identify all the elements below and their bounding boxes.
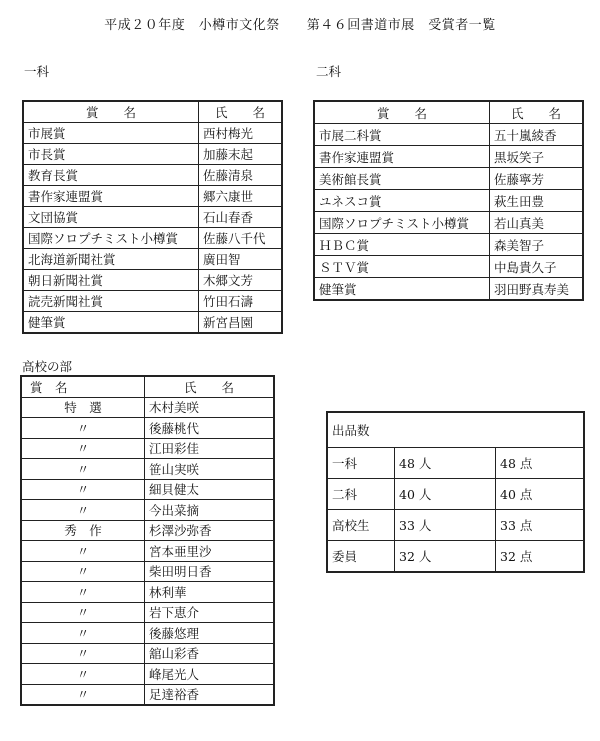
nika-award-table <box>313 100 584 301</box>
table-row <box>21 459 274 480</box>
table-row <box>314 124 583 146</box>
award-cell: 〃 <box>21 602 145 623</box>
table-row <box>21 664 274 685</box>
winner-name-cell: 細貝健太 <box>145 479 275 500</box>
table-row <box>314 212 583 234</box>
table-row <box>23 291 282 312</box>
people-count-cell: 32 人 <box>395 541 496 573</box>
winner-name-cell: 杉澤沙弥香 <box>145 520 275 541</box>
award-cell: 健筆賞 <box>23 312 199 334</box>
table-row <box>21 684 274 705</box>
award-cell: 書作家連盟賞 <box>23 186 199 207</box>
winner-name-cell: 木村美咲 <box>145 397 275 418</box>
winner-name-cell: 今出菜摘 <box>145 500 275 521</box>
section-label-nika: 二科 <box>316 64 342 79</box>
table-header-row <box>21 376 274 397</box>
award-cell: 〃 <box>21 684 145 705</box>
table-row <box>23 165 282 186</box>
award-cell: 〃 <box>21 418 145 439</box>
people-count-cell: 40 人 <box>395 479 496 510</box>
winner-name-cell: 佐藤清泉 <box>199 165 283 186</box>
table-row <box>314 146 583 168</box>
winner-name-cell: 森美智子 <box>490 234 584 256</box>
winner-name-cell: 中島貴久子 <box>490 256 584 278</box>
winner-name-cell: 廣田智 <box>199 249 283 270</box>
table-row <box>314 234 583 256</box>
table-row <box>21 520 274 541</box>
table-header-row <box>314 101 583 124</box>
award-cell: 市展賞 <box>23 123 199 144</box>
winner-name-cell: 萩生田豊 <box>490 190 584 212</box>
winner-name-cell: 後藤悠理 <box>145 623 275 644</box>
table-row <box>327 510 584 541</box>
award-cell: 書作家連盟賞 <box>314 146 490 168</box>
winner-name-cell: 石山春香 <box>199 207 283 228</box>
table-row <box>327 448 584 479</box>
name-column-header: 氏 名 <box>490 101 584 124</box>
winner-name-cell: 林利華 <box>145 582 275 603</box>
ikka-award-table <box>22 100 283 334</box>
award-cell: 〃 <box>21 541 145 562</box>
winner-name-cell: 後藤桃代 <box>145 418 275 439</box>
winner-name-cell: 柴田明日香 <box>145 561 275 582</box>
table-row <box>21 438 274 459</box>
table-row <box>314 190 583 212</box>
table-row <box>23 249 282 270</box>
table-row <box>23 186 282 207</box>
table-row <box>314 168 583 190</box>
winner-name-cell: 宮本亜里沙 <box>145 541 275 562</box>
section-label-koko: 高校の部 <box>22 359 73 374</box>
koko-award-table <box>20 375 275 706</box>
table-row <box>21 418 274 439</box>
winner-name-cell: 岩下恵介 <box>145 602 275 623</box>
works-count-cell: 40 点 <box>496 479 585 510</box>
table-row <box>21 643 274 664</box>
category-cell: 委員 <box>327 541 395 573</box>
award-cell: 国際ソロプチミスト小樽賞 <box>314 212 490 234</box>
award-cell: 〃 <box>21 582 145 603</box>
award-cell: 〃 <box>21 561 145 582</box>
section-label-ikka: 一科 <box>24 64 50 79</box>
award-cell: 市展二科賞 <box>314 124 490 146</box>
award-cell: 〃 <box>21 500 145 521</box>
award-column-header: 賞 名 <box>21 376 145 397</box>
table-row <box>21 623 274 644</box>
award-cell: 読売新聞社賞 <box>23 291 199 312</box>
winner-name-cell: 五十嵐綾香 <box>490 124 584 146</box>
award-cell: 国際ソロプチミスト小樽賞 <box>23 228 199 249</box>
table-row <box>327 479 584 510</box>
award-cell: 特 選 <box>21 397 145 418</box>
name-column-header: 氏 名 <box>145 376 275 397</box>
winner-name-cell: 佐藤八千代 <box>199 228 283 249</box>
table-row <box>23 228 282 249</box>
entry-count-caption: 出品数 <box>327 412 584 448</box>
winner-name-cell: 新宮昌園 <box>199 312 283 334</box>
name-column-header: 氏 名 <box>199 101 283 123</box>
award-cell: ＨＢＣ賞 <box>314 234 490 256</box>
category-cell: 高校生 <box>327 510 395 541</box>
table-row <box>21 500 274 521</box>
award-cell: 朝日新聞社賞 <box>23 270 199 291</box>
winner-name-cell: 峰尾光人 <box>145 664 275 685</box>
winner-name-cell: 足達裕香 <box>145 684 275 705</box>
page-title: 平成２０年度 小樽市文化祭 第４６回書道市展 受賞者一覧 <box>104 18 496 33</box>
winner-name-cell: 佐藤寧芳 <box>490 168 584 190</box>
winner-name-cell: 江田彩佳 <box>145 438 275 459</box>
table-row <box>21 602 274 623</box>
table-row <box>23 144 282 165</box>
winner-name-cell: 郷六康世 <box>199 186 283 207</box>
winner-name-cell: 羽田野真寿美 <box>490 278 584 301</box>
award-column-header: 賞 名 <box>23 101 199 123</box>
winner-name-cell: 若山真美 <box>490 212 584 234</box>
award-cell: 〃 <box>21 438 145 459</box>
table-row <box>21 561 274 582</box>
award-cell: ユネスコ賞 <box>314 190 490 212</box>
category-cell: 二科 <box>327 479 395 510</box>
award-cell: 美術館長賞 <box>314 168 490 190</box>
award-cell: 〃 <box>21 623 145 644</box>
table-row <box>327 541 584 573</box>
award-cell: 文団協賞 <box>23 207 199 228</box>
table-row <box>314 256 583 278</box>
winner-name-cell: 笹山実咲 <box>145 459 275 480</box>
table-row <box>21 479 274 500</box>
award-cell: 〃 <box>21 664 145 685</box>
award-cell: 市長賞 <box>23 144 199 165</box>
table-row <box>23 207 282 228</box>
works-count-cell: 32 点 <box>496 541 585 573</box>
winner-name-cell: 西村梅光 <box>199 123 283 144</box>
award-cell: 北海道新聞社賞 <box>23 249 199 270</box>
people-count-cell: 33 人 <box>395 510 496 541</box>
table-row <box>23 270 282 291</box>
works-count-cell: 48 点 <box>496 448 585 479</box>
people-count-cell: 48 人 <box>395 448 496 479</box>
winner-name-cell: 黒坂笑子 <box>490 146 584 168</box>
table-row <box>21 541 274 562</box>
works-count-cell: 33 点 <box>496 510 585 541</box>
table-row <box>23 123 282 144</box>
entry-count-table <box>326 411 585 573</box>
award-cell: 教育長賞 <box>23 165 199 186</box>
table-row <box>21 397 274 418</box>
winner-name-cell: 竹田石濤 <box>199 291 283 312</box>
table-header-row <box>23 101 282 123</box>
table-row <box>21 582 274 603</box>
award-cell: 健筆賞 <box>314 278 490 301</box>
award-cell: ＳＴＶ賞 <box>314 256 490 278</box>
table-row <box>23 312 282 334</box>
award-cell: 〃 <box>21 643 145 664</box>
winner-name-cell: 木郷文芳 <box>199 270 283 291</box>
award-cell: 秀 作 <box>21 520 145 541</box>
table-row <box>314 278 583 301</box>
winner-name-cell: 加藤末起 <box>199 144 283 165</box>
award-cell: 〃 <box>21 479 145 500</box>
winner-name-cell: 舘山彩香 <box>145 643 275 664</box>
award-column-header: 賞 名 <box>314 101 490 124</box>
category-cell: 一科 <box>327 448 395 479</box>
award-cell: 〃 <box>21 459 145 480</box>
